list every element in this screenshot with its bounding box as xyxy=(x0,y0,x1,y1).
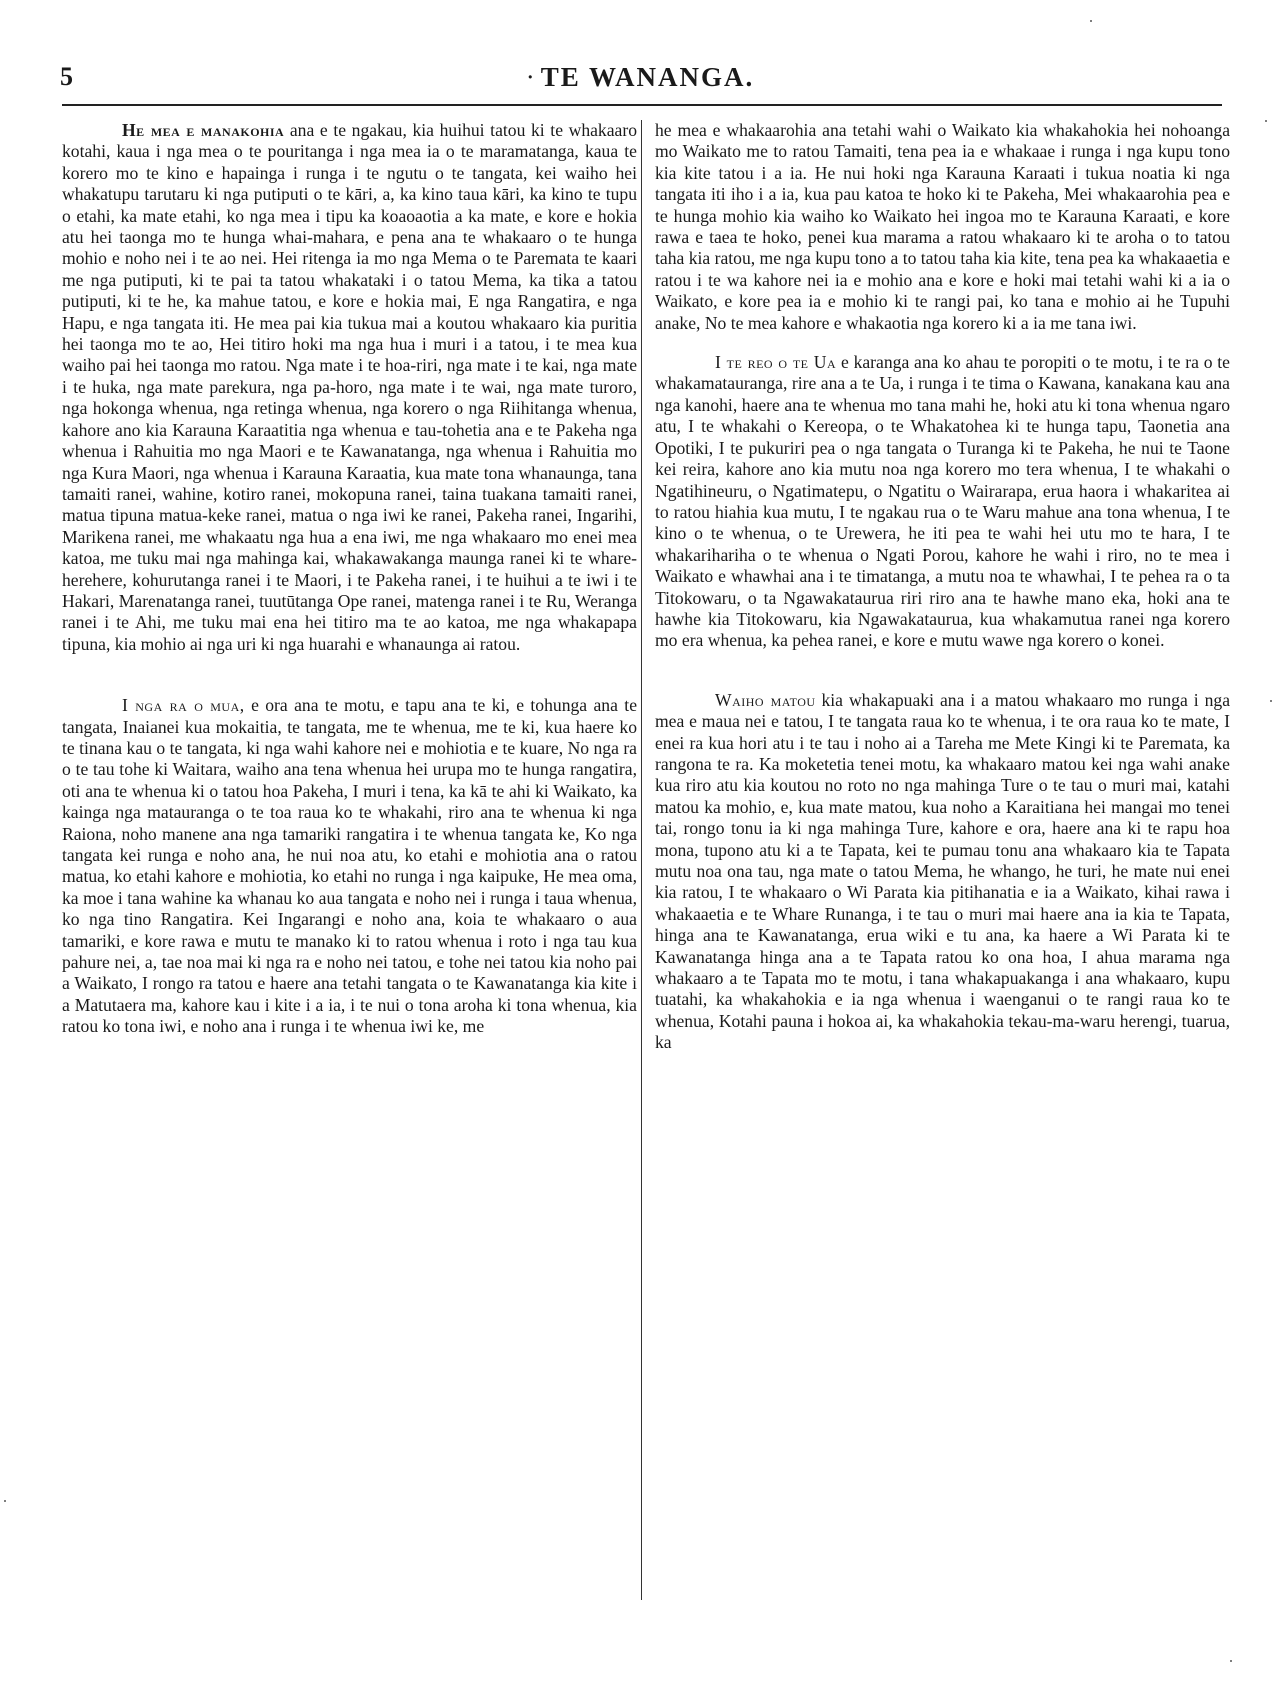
right-column xyxy=(655,120,1230,1054)
print-speck xyxy=(1090,20,1092,22)
article-paragraph xyxy=(655,352,1230,652)
paragraph-body: e karanga ana ko ahau te poropiti o te motu, i te ra o te whakamataurangа, rire ana a te Ua, i runga i te tima o Kawana, kanakana kau ana nga kanohi, haere ana te whenua mo tana mahi he, hoki atu ki tona whenua ngaro atu, I te whakahi o Kereopa, o te Whakatohea ki te hunga tapu, Taonetia ana Opotiki, I te pukuriri pea o nga tangata o Turanga ki te Pakeha, he nui te Taone kei reira, kahore ano kia mutu noa nga korero mo tera whenua, I te whakahi o Ngatihineuru, o Ngatimatepu, o Ngatitu o Wairarapa, erua haora i whakaritea ai to ratou hiahia kua mutu, I te ngakau rua o te Waru mahue ana tona whenua, I te kino o te whenua, o te Urewera, he iti pea te wahi hei utu mo te hara, I te whakarihariha o te whenua o Ngati Porou, kahore he wahi i riro, no te mea i Waikato e whawhai ana i te timatanga, a mutu noa te whawhai, I te pehea ra o ta Titokowaru, o ta Ngawakataurua riri riro ana te hawhe mano eka, hoki ana te hawhe kia Titokowaru, kia Ngawakataurua, kua whakamutua ranei nga korero mo era whenua, ka pehea ranei, e kore e mutu wawe nga korero o konei. xyxy=(655,352,1230,651)
paragraph-lead: He mea e manakohia xyxy=(122,120,285,140)
newspaper-title: TE WANANGA. xyxy=(540,62,755,92)
paragraph-gap xyxy=(655,652,1230,690)
article-paragraph xyxy=(62,695,637,1038)
paragraph-lead: Waiho matou xyxy=(715,689,816,710)
paragraph-body: kia whakapuaki ana i a matou whakaaro mo runga i nga mea e maua nei e tatou, I te tangata raua ko te whenua, i te ora raua ko te mate, I enei ra kua hori atu i te tau i noho ai a Tareha me Mete Kingi ki te Paremata, ka rangona te ra. Ka moketetia tenei motu, ka whakaaro matou kei nga wahi anake kua riro atu kia koutou no roto no nga mahinga Ture o te tau o muri mai, katahi matou ka mohio, e, kua mate matou, kua noho a Karaitiana hei mangai mo tenei tai, rongo tonu ia ki nga mahinga Ture, kahore e ora, haere ana ki te rapu hoa mona, tupono atu ki a te Tapata, kei te pumau tonu ana whakaaro kia te Tapata mutu noa ona tau, nga mate o tatou Mema, he whango, he turi, he mate nui enei kia ratou, I te whakaaro o Wi Parata kia pitihanatia e ia a Waikato, kihai rawa i whakaaetia e te Whare Runanga, i te tau o muri mai haere ana ia kia te Tapata, hinga ana te Kawanatanga, erua wiki e tu ana, ka haere a Wi Parata ki te Kawanatanga hinga ana a te Tapata ratou ko ona hoa, I ahua marama nga whakaaro a te Tapata mo te motu, i tana whakapuakanga i ana whakaaro, kupu tuatahi, ka whakahokia e ia nga whenua i waenganui o te rangi raua ko te whenua, Kotahi pauna i hokoa ai, ka whakahokia tekau-ma-waru herengi, tuarua, ka xyxy=(655,689,1231,1053)
print-speck xyxy=(4,1500,6,1502)
article-paragraph xyxy=(655,120,1230,334)
print-speck xyxy=(1265,120,1267,122)
paragraph-lead: I te reo o te Ua xyxy=(715,352,837,373)
page-number: 5 xyxy=(60,62,73,91)
paragraph-gap xyxy=(62,655,637,695)
column-divider xyxy=(641,120,642,1600)
paragraph-body: ana e te ngakau, kia huihui tatou ki te whakaaro kotahi, kaua i nga mea o te pouritanga i nga mea ia o te maramatanga, kaua te korero mo te kino e hapainga i runga i te ngutu o te tangata, kei waiho hei whakatupu tarutaru ki nga putiputi o te kāri, a, ka kino taua kāri, ka kino te tupu o etahi, ka mate etahi, ko nga mea i tipu ka koaoaotia a ka mate, e kore e hokia atu hei taonga mo te hunga whai-mahara, e pena ana te whakaaro o te hunga mohio e noho nei i te ao nei. Hei ritenga ia mo nga Mema o te Paremata te kaari me nga putiputi, ki te pai ta tatou whakataki i o tatou Mema, ka tika a tatou putiputi, ki te he, ka mahue tatou, e kore e hokia mai, E nga Rangatira, e nga Hapu, e nga tangata iti. He mea pai kia tukua mai a koutou whakaaro kia puritia hei taonga mo te ao, Hei titiro hoki ma nga hua i muri i a tatou, i te mea kua waiho pai hei taonga mo ratou. Nga mate i te hoa-riri, nga mate i te kai, nga mate i te huka, nga mate parekura, nga pa-horo, nga mate i te wai, nga mate turoro, nga hokonga whenua, nga retinga whenua, nga korero o nga Riihitanga whenua, kahore ano kia Karauna Karaatitia nga whenua e tau-tohetia ana e te Pakeha nga whenua i Rahuitia mo nga Maori e te Kawanatanga, nga whenua i Rahuitia mo nga Kura Maori, nga whenua i Karauna Karaatia, kua mate tona whanaunga, tana tamaiti ranei, wahine, kotiro ranei, mokopuna ranei, taina tuakana tamaiti ranei, matua tipuna matua-keke ranei, matua o nga iwi ke ranei, Pakeha ranei, Ingarihi, Marikena ranei, me whakaatu nga hua a ena iwi, me nga whakaaro mo enei mea katoa, me tuku mai nga mahinga kai, whakawakanga maunga ranei ki te whare-herehere, kohurutanga ranei i te Maori, i te Pakeha ranei, i te huihui a te iwi i te Hakari, Marenatanga ranei, tuutūtanga Ope ranei, matenga ranei i te Ru, Weranga ranei i te Ahi, me tuku mai ena hei titiro ma te ao katoa, me nga whakapapa tipuna, kia mohio ai nga uri ki nga huarahi e whanaunga ai ratou. xyxy=(62,120,638,654)
left-column xyxy=(62,120,637,1038)
article-paragraph xyxy=(655,690,1230,1054)
paragraph-gap xyxy=(655,334,1230,352)
paragraph-lead: I nga ra o mua, xyxy=(122,695,245,716)
article-paragraph xyxy=(62,120,637,655)
print-speck xyxy=(1270,700,1272,702)
print-speck xyxy=(1230,1660,1232,1662)
paragraph-body: he mea e whakaarohia ana tetahi wahi o Waikato kia whakahokia hei nohoanga mo Waikato me to ratou Tamaiti, tena pea ia e whakaae i runga i nga kupu tono kia kite tatou i a ia. He nui hoki nga Karauna Karaati i tukua noatia ki nga tangata iti iho i a ia, kua pau katoa te hoko ki te Pakeha, Mei whakaarohia pea e te hunga mohio kia waiho ko Waikato hei ingoa mo te Karauna Karaati, e kore rawa e taea te hoko, penei kua marama a ratou whakaaro ki te aroha o to tatou taha kia ratou, me nga kupu tono a to tatou taha kia kite, tena pea ka whakaaetia e ratou i te wa kahore nei ia e mohio ana e kore e hoki mai tetahi wahi ki a ia o Waikato, e kore pea ia e mohio ki te rangi pai, ko tana e mohio ai he Tupuhi anake, No te mea kahore e whakaotia nga korero ki a ia me tana iwi. xyxy=(655,120,1230,333)
header-rule xyxy=(62,104,1222,106)
masthead xyxy=(60,62,1220,93)
paragraph-body: e ora ana te motu, e tapu ana te ki, e tohunga ana te tangata, Inaianei kua mokaitia, te tangata, me te whenua, me te ki, kua haere ko te tinana kau o te tangata, ki nga wahi kahore nei e mohiotia e te kuare, No nga ra o te tau tohe ki Waitara, waiho ana tena whenua hei urupa mo te hunga rangatira, oti ana te whenua ki o tatou hoa Pakeha, I muri i tena, ka kā te ahi ki Waikato, ka kainga nga matauranga o te toa raua ko te whakahi, riro ana te whenua ki nga Raiona, noho manene ana nga tamariki rangatira i te whenua tangata ke, Ko nga tangata kei runga e noho ana, he nui noa atu, ko etahi e mohiotia ana o ratou matua, ko etahi kahore e mohiotia, ko etahi no runga i nga kaipuke, He mea oma, ka moe i tana wahine ka whanau ko aua tangata e noho nei i runga i taua whenua, ko nga tino Rangatira. Kei Ingarangi e noho ana, koia te whakaaro o aua tamariki, e kore rawa e mutu te manako ki to ratou whenua i roto i nga tau kua pahure nei, a, tae noa mai ki nga ra e noho nei tatou, e tohe nei tatou kia noho pai a Waikato, I rongo ra tatou e haere ana tetahi tangata o te Kawanatanga kia kite i a Matutaera ma, kahore kau i kite i a ia, i te nui o tona aroha ki tona whenua, kia ratou ko tona iwi, e noho ana i runga i te whenua iwi ke, me xyxy=(62,695,638,1037)
masthead-ornament: · xyxy=(525,62,535,92)
page-header xyxy=(60,62,1220,98)
